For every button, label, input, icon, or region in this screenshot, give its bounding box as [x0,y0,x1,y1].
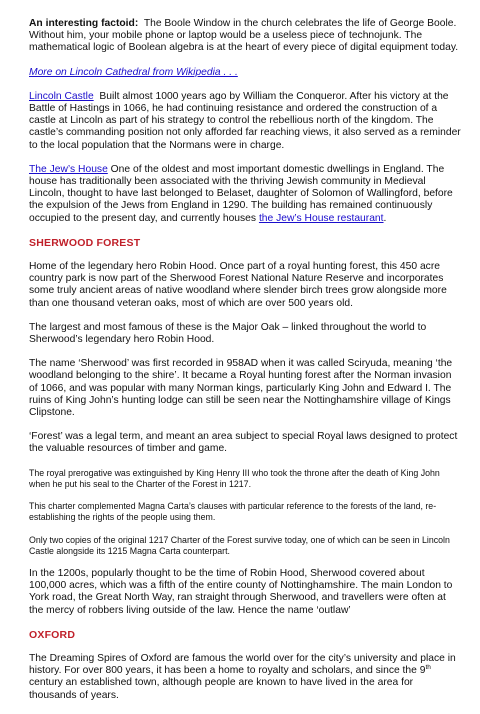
lincoln-castle-paragraph [29,91,461,152]
jews-house-text: One of the oldest and most important domestic dwellings in England. The house has traditionally been associated with the thriving Jewish community in Medieval Lincoln, thought to have last belonged to Belaset, daughter of Solomon of Wallingford, before the expulsion of the Jews from England in 1290. The building has remained continuously occupied to the present day, and currently houses [29,163,453,224]
lincoln-castle-text: Built almost 1000 years ago by William the Conqueror. After his victory at the Battle of Hastings in 1066, he had continuing resistance and ordered the construction of a castle at Lincoln as part of his strategy to control the rebellious north of the kingdom. The castle’s commanding position not only afforded far reaching views, it also served as a reminder to the local population that the Normans were in charge. [29,90,461,151]
sherwood-paragraph-7: Only two copies of the original 1217 Charter of the Forest survive today, one of which can be seen in Lincoln Castle alongside its 1215 Magna Carta counterpart. [29,534,450,556]
oxford-text-a: The Dreaming Spires of Oxford are famous the world over for the city’s university and place in history. For over 800 years, it has been a home to royalty and scholars, and since the 9 [29,652,456,677]
sherwood-paragraph-2: The largest and most famous of these is the Major Oak – linked throughout the world to Sherwood’s legendary hero Robin Hood. [29,321,427,346]
sherwood-paragraph-5: The royal prerogative was extinguished by King Henry III who took the throne after the death of King John when he put his seal to the Charter of the Forest in 1217. [29,467,440,489]
lincoln-castle-link[interactable]: Lincoln Castle [29,90,94,102]
sherwood-heading: SHERWOOD FOREST [29,236,141,249]
jews-house-paragraph [29,164,461,225]
oxford-superscript: th [425,664,431,672]
jews-house-restaurant-link[interactable]: the Jew’s House restaurant [258,212,384,224]
sherwood-paragraph-8: In the 1200s, popularly thought to be the time of Robin Hood, Sherwood covered about 100,000 acres, which was a fifth of the entire county of Nottinghamshire. The main London to York road, the Great North Way, ran straight through Sherwood, and travellers were often at the mercy of robbers living outside of the law. Hence the name ‘outlaw’ [29,567,453,616]
factoid-paragraph [29,18,461,55]
cathedral-link-paragraph [29,67,461,79]
jews-house-link[interactable]: The Jew’s House [29,163,108,175]
sherwood-paragraph-1: Home of the legendary hero Robin Hood. Once part of a royal hunting forest, this 450 acre country park is now part of the Sherwood Forest National Nature Reserve and incorporates some truly ancient areas of native woodland where slender birch trees grow alongside more than one thousand veteran oaks, most of which are over 500 years old. [29,261,447,309]
factoid-text: The Boole Window in the church celebrates the life of George Boole. Without him, your mobile phone or laptop would be a useless piece of technojunk. The mathematical logic of Boolean algebra is at the heart of every piece of digital equipment today. [29,18,459,54]
cathedral-wikipedia-link[interactable]: More on Lincoln Cathedral from Wikipedia . . . [29,66,238,78]
sherwood-paragraph-3: The name ‘Sherwood’ was first recorded in 958AD when it was called Sciryuda, meaning ‘the woodland belonging to the shire’. It became a Royal hunting forest after the Norman invasion of 1066, and was popular with many Norman kings, particularly King John and Edward I. The ruins of King John’s hunting lodge can still be seen near the Nottinghamshire village of Kings Clipstone. [29,358,453,419]
document-page [29,18,461,714]
oxford-text-b: century an established town, although people are known to have lived in the area for thousands of years. [29,677,414,701]
sherwood-paragraph-6: This charter complemented Magna Carta’s clauses with particular reference to the forests of the land, re-establishing the rights of the people using them. [29,501,437,523]
jews-house-end: . [383,212,387,224]
oxford-paragraph [29,653,461,702]
factoid-label: An interesting factoid: [29,18,139,29]
oxford-heading: OXFORD [29,628,76,641]
sherwood-paragraph-4: ‘Forest’ was a legal term, and meant an area subject to special Royal laws designed to protect the valuable resources of timber and game. [29,431,458,455]
